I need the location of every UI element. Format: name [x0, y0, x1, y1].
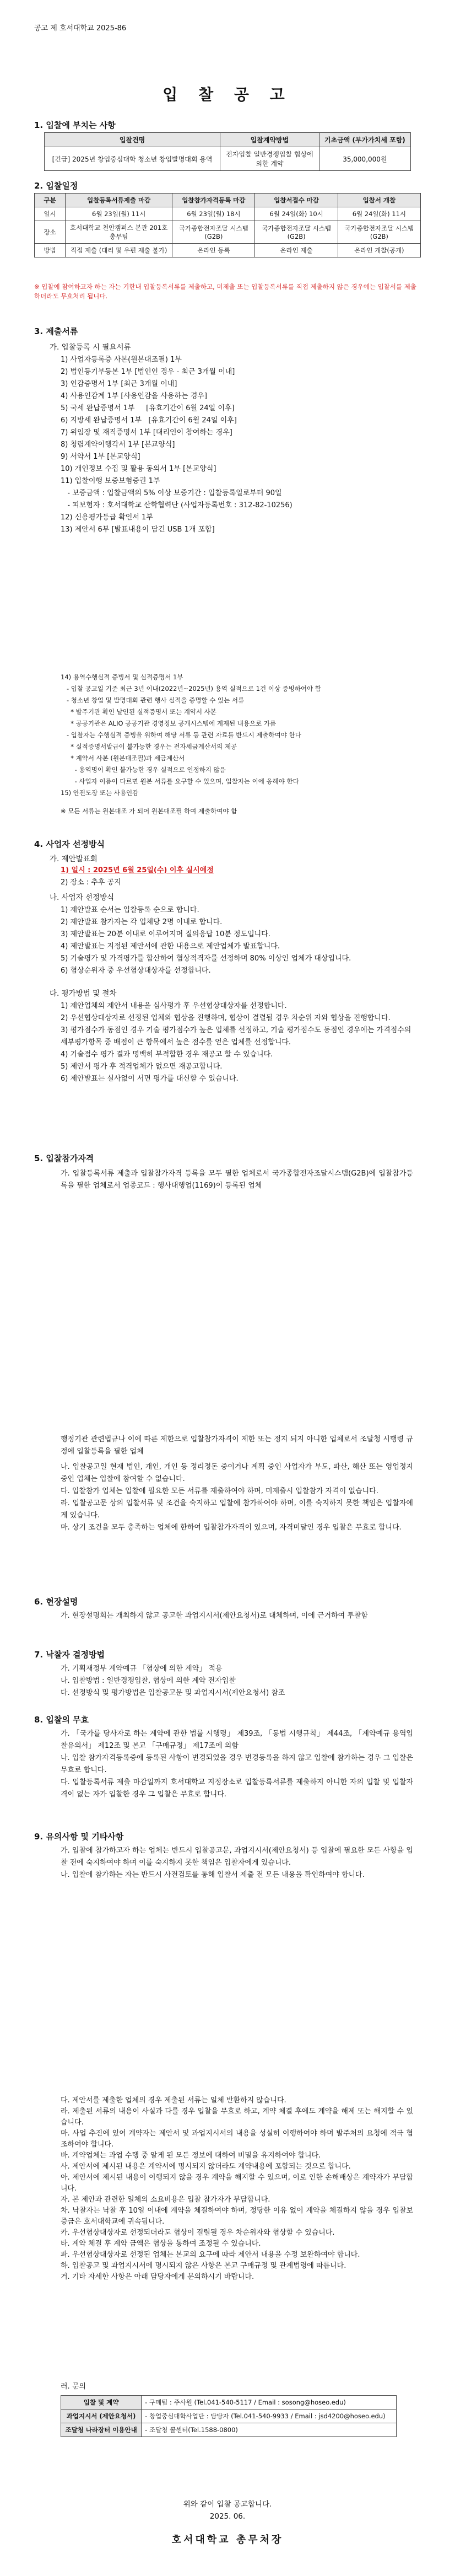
s2-r2-c1: 직접 제출 (대리 및 우편 제출 불가) — [66, 244, 172, 257]
s3-item: - 청소년 창업 및 발명대회 관련 행사 실적을 증명할 수 있는 서류 — [61, 696, 245, 704]
s5-list — [61, 1461, 416, 1534]
s9-item: 나. 입찰에 참가하는 자는 반드시 사전검토를 통해 입찰서 제출 전 모든 내용을 확인하여야 합니다. — [61, 1871, 365, 1879]
s3-item: 2) 법인등기부등본 1부 [법인인 경우 - 최근 3개월 이내] — [61, 368, 235, 376]
s1-cell-2: 35,000,000원 — [319, 147, 410, 171]
s9-item: 차. 낙찰자는 낙찰 후 10일 이내에 계약을 체결하여야 하며, 정당한 이유 없이 계약을 체결하지 않을 경우 입찰보증금은 호서대학교에 귀속됩니다. — [61, 2207, 413, 2226]
contact-r0-value: - 구매팀 : 주사원 (Tel.041-540-5117 / Email : sosong@hoseo.edu) — [142, 2396, 397, 2409]
s4-item: 4) 기술점수 평가 결과 명백히 부적합한 경우 재공고 할 수 있습니다. — [61, 1050, 273, 1059]
s2-r0-c3: 6월 24일(화) 10시 — [255, 207, 338, 221]
s9-item: 타. 계약 체결 후 계약 금액은 협상을 통하여 조정될 수 있습니다. — [61, 2240, 261, 2248]
s4-date: 1) 일시 : 2025년 6월 25일(수) 이후 실시예정 — [61, 866, 214, 874]
closing-text: 위와 같이 입찰 공고합니다. — [183, 2500, 272, 2509]
s4-item: 2) 제안발표 참가자는 각 업체당 2명 이내로 합니다. — [61, 918, 223, 926]
s2-r1-c3: 국가종합전자조달 시스템(G2B) — [255, 221, 338, 244]
s5-item: 라. 입찰공고문 상의 입찰서류 및 조건을 숙지하고 입찰에 참가하여야 하며, 이를 숙지하지 못한 책임은 입찰자에게 있습니다. — [61, 1499, 413, 1520]
s8-item: 다. 입찰등록서류 제출 마감일까지 호서대학교 지정장소로 입찰등록서류를 제출하지 아니한 자의 입찰 및 입찰자격이 없는 자가 입찰한 경우 그 입찰은 무효로 합니다. — [61, 1778, 413, 1799]
s3-item: 1) 사업자등록증 사본(원본대조필) 1부 — [61, 356, 182, 364]
s4-list-b — [61, 904, 413, 977]
s2-col-1: 입찰등록서류제출 마감 — [66, 194, 172, 207]
s9-item: 사. 제안서에 제시된 내용은 계약서에 명시되지 않더라도 계약내용에 포함되는 것으로 합니다. — [61, 2162, 351, 2171]
s3-sub-a: 가. 입찰등록 시 필요서류 — [50, 343, 131, 352]
s2-r2-c2: 온라인 등록 — [172, 244, 255, 257]
s4-item: 1) 제안발표 순서는 입찰등록 순으로 합니다. — [61, 906, 199, 914]
s3-item: - 용역명이 확인 불가능한 경우 실적으로 인정하지 않음 — [61, 766, 226, 774]
section-4-heading: 4. 사업자 선정방식 — [34, 839, 105, 849]
contact-r0-label: 입찰 및 계약 — [61, 2396, 142, 2409]
s4-item: 4) 제안발표는 지정된 제안서에 관한 내용으로 제안업체가 발표합니다. — [61, 942, 280, 951]
s3-item: - 사업자 이름이 다르면 원본 서류를 요구할 수 있으며, 입찰자는 이에 응해야 한다 — [61, 777, 299, 785]
s2-note: ※ 입찰에 참여하고자 하는 자는 기한내 입찰등록서류를 제출하고, 미제출 또는 입찰등록서류를 직접 제출하지 않은 경우에는 입찰서를 제출하더라도 무효처리 됩니다. — [34, 283, 416, 300]
section-1-heading: 1. 입찰에 부치는 사항 — [34, 120, 116, 130]
s4-item: 1) 제안업체의 제안서 내용을 심사평가 후 우선협상대상자를 선정합니다. — [61, 1002, 287, 1010]
s3-item: 15) 안전도장 또는 사용인감 — [61, 789, 139, 797]
s3-item: 4) 사용인감계 1부 [사용인감을 사용하는 경우] — [61, 392, 207, 400]
s2-r2-c0: 방법 — [35, 244, 66, 257]
s4-sub-c: 다. 평가방법 및 절차 — [50, 989, 117, 998]
s5-text2: 행정기관 관련법규나 이에 따른 제한으로 입찰참가자격이 제한 또는 정지 되지 아니한 업체로서 조달청 시행령 규정에 입찰등록을 필한 업체 — [61, 1435, 413, 1456]
s4-sub-b: 나. 사업자 선정방식 — [50, 893, 115, 902]
section-3-heading: 3. 제출서류 — [34, 326, 78, 336]
s3-item: - 입찰 공고일 기준 최근 3년 이내(2022년~2025년) 용역 실적으로 1건 이상 증빙하여야 함 — [61, 685, 321, 693]
s7-item: 다. 선정방식 및 평가방법은 입찰공고문 및 과업지시서(제안요청서) 참조 — [61, 1689, 285, 1697]
s2-r1-c2: 국가종합전자조달 시스템(G2B) — [172, 221, 255, 244]
s9-item: 가. 입찰에 참가하고자 하는 업체는 반드시 입찰공고문, 과업지시서(제안요청서) 등 입찰에 필요한 모든 사항을 입찰 전에 숙지하여야 하며 이를 숙지하지 못한 책임은 입찰자에게 있습니다. — [61, 1847, 413, 1867]
contact-r1-label: 과업지시서 (제안요청서) — [61, 2409, 142, 2423]
contact-table — [61, 2395, 397, 2437]
s9-list2 — [61, 2095, 413, 2283]
s5-item: 마. 상기 조건을 모두 충족하는 업체에 한하여 입찰참가자격이 있으며, 자격미달인 경우 입찰은 무효로 합니다. — [61, 1523, 402, 1532]
section-2-heading: 2. 입찰일정 — [34, 181, 78, 191]
s4-item: 6) 협상순위자 중 우선협상대상자를 선정합니다. — [61, 967, 211, 975]
s2-r1-c0: 장소 — [35, 221, 66, 244]
s9-item: 다. 제안서를 제출한 업체의 경우 제출된 서류는 일체 반환하지 않습니다. — [61, 2096, 286, 2105]
s1-col-1: 입찰계약방법 — [220, 133, 319, 147]
s9-item: 자. 본 제안과 관련한 일체의 소요비용은 입찰 참가자가 부담합니다. — [61, 2196, 270, 2204]
s2-r0-c2: 6월 23일(월) 18시 — [172, 207, 255, 221]
s3-item: 11) 입찰이행 보증보험증권 1부 — [61, 477, 160, 485]
s3-item: 7) 위임장 및 재직증명서 1부 [대리인이 참여하는 경우] — [61, 428, 232, 437]
s3-item: 3) 인감증명서 1부 [최근 3개월 이내] — [61, 380, 177, 388]
s8-list — [61, 1728, 416, 1801]
s9-item: 카. 우선협상대상자로 선정되더라도 협상이 결렬될 경우 차순위자와 협상할 수 있습니다. — [61, 2229, 335, 2237]
s9-item: 마. 사업 추진에 있어 계약자는 제안서 및 과업지시서의 내용을 성실히 이행하여야 하며 발주처의 요청에 적극 협조하여야 합니다. — [61, 2129, 413, 2149]
s8-item: 가. 「국가를 당사자로 하는 계약에 관한 법률 시행령」 제39조, 「동법 시행규칙」 제44조, 「계약예규 용역입찰유의서」 제12조 및 본교 「구매규정」 제17조에 의함 — [61, 1730, 413, 1750]
contact-r1-value: - 창업중심대학사업단 : 담당자 (Tel.041-540-9933 / Email : jsd4200@hoseo.edu) — [142, 2409, 397, 2423]
s9-item: 파. 우선협상대상자로 선정된 업체는 본교의 요구에 따라 제안서 내용을 수정 보완하여야 합니다. — [61, 2251, 360, 2259]
s3-item: - 보증금액 : 입찰금액의 5% 이상 보증기간 : 입찰등록일로부터 90일 — [61, 489, 282, 497]
s4-list-c — [61, 1000, 419, 1085]
s3-list-a — [61, 354, 413, 536]
s3-item: 12) 신용평가등급 확인서 1부 — [61, 513, 153, 522]
section-5-heading: 5. 입찰참가자격 — [34, 1153, 94, 1163]
s7-item: 가. 기획재정부 계약예규 「협상에 의한 계약」 적용 — [61, 1665, 223, 1673]
s3-item: * 실적증명서발급이 불가능한 경우는 전자세금계산서의 제공 — [61, 743, 237, 750]
contact-r2-label: 조달청 나라장터 이용안내 — [61, 2423, 142, 2437]
s7-list — [61, 1663, 413, 1699]
section-9-heading: 9. 유의사항 및 기타사항 — [34, 1832, 124, 1842]
s4-item: 2) 우선협상대상자로 선정된 업체와 협상을 진행하며, 협상이 결렬될 경우 차순위 자와 협상을 진행합니다. — [61, 1014, 391, 1022]
s5-item: 나. 입찰공고일 현재 법인, 개인, 개인 등 정리정돈 중이거나 계획 중인 사업자가 부도, 파산, 해산 또는 영업정지 중인 업체는 입찰에 참여할 수 없습니다. — [61, 1463, 416, 1483]
s3-item: * 발주기관 확인 날인된 실적증명서 또는 계약서 사본 — [61, 708, 216, 716]
s3-item: - 피보험자 : 호서대학교 산학협력단 (사업자등록번호 : 312-82-10256) — [61, 501, 292, 509]
s4-place: 2) 장소 : 추후 공지 — [61, 878, 121, 887]
section-8-heading: 8. 입찰의 무효 — [34, 1715, 89, 1725]
s2-table — [34, 193, 421, 257]
s4-item: 3) 제안발표는 20분 이내로 이루어지며 질의응답 10분 정도입니다. — [61, 930, 270, 938]
s2-r2-c4: 온라인 개찰(공개) — [338, 244, 420, 257]
s9-contact-heading: 러. 문의 — [61, 2382, 86, 2391]
s9-item: 하. 입찰공고 및 과업지시서에 명시되지 않은 사항은 본교 구매규정 및 관계법령에 따릅니다. — [61, 2262, 346, 2270]
s3-item: * 공공기관은 ALIO 공공기관 경영정보 공개시스템에 게재된 내용으로 가름 — [61, 720, 277, 727]
s6-text: 가. 현장설명회는 개최하지 않고 공고한 과업지시서(제안요청서)로 대체하며, 이에 근거하여 투찰함 — [61, 1612, 368, 1620]
s3-item: 13) 제안서 6부 [발표내용이 담긴 USB 1개 포함] — [61, 525, 215, 534]
s4-item: 6) 제안발표는 실사없이 서면 평가를 대신할 수 있습니다. — [61, 1075, 239, 1083]
s9-item: 라. 제출된 서류의 내용이 사실과 다를 경우 입찰을 무효로 하고, 계약 체결 후에도 계약을 해제 또는 해지할 수 있습니다. — [61, 2107, 413, 2127]
s9-item: 거. 기타 자세한 사항은 아래 담당자에게 문의하시기 바랍니다. — [61, 2273, 254, 2281]
s1-cell-0: [긴급] 2025년 창업중심대학 청소년 창업발명대회 용역 — [45, 147, 220, 171]
s2-col-3: 입찰서접수 마감 — [255, 194, 338, 207]
s1-table — [44, 132, 411, 171]
contact-r2-value: - 조달청 콜센터(Tel.1588-0800) — [142, 2423, 397, 2437]
s1-cell-1: 전자입찰 일반경쟁입찰 협상에 의한 계약 — [220, 147, 319, 171]
s4-item: 5) 기술평가 및 가격평가를 합산하여 협상적격자를 선정하며 80% 이상인 업체가 대상입니다. — [61, 954, 351, 963]
s9-item: 아. 제안서에 제시된 내용이 이행되지 않을 경우 계약을 해지할 수 있으며, 이로 인한 손해배상은 계약자가 부담합니다. — [61, 2174, 413, 2193]
s2-r1-c1: 호서대학교 천안캠퍼스 본관 201호 총무팀 — [66, 221, 172, 244]
s4-sub-a: 가. 제안발표회 — [50, 855, 98, 863]
s3-item: 9) 서약서 1부 [본교양식] — [61, 453, 140, 461]
s2-r0-c1: 6월 23일(월) 11시 — [66, 207, 172, 221]
s2-col-0: 구분 — [35, 194, 66, 207]
s7-item: 나. 입찰방법 : 일반경쟁입찰, 협상에 의한 계약 전자입찰 — [61, 1677, 236, 1685]
s8-item: 나. 입찰 참가자격등록증에 등록된 사항이 변경되었을 경우 변경등록을 하지 않고 입찰에 참가하는 경우 그 입찰은 무효로 합니다. — [61, 1754, 416, 1774]
s3-list-b — [61, 672, 424, 799]
page-title: 입 찰 공 고 — [162, 85, 292, 104]
s3-item: 10) 개인정보 수집 및 활용 동의서 1부 [본교양식] — [61, 465, 216, 473]
s3-item: 14) 용역수행실적 증빙서 및 실적증명서 1부 — [61, 673, 183, 681]
s3-note-b: ※ 모든 서류는 원본대조 가 되어 원본대조필 하여 제출하여야 함 — [61, 807, 237, 815]
s1-col-2: 기초금액 (부가가치세 포함) — [319, 133, 410, 147]
section-7-heading: 7. 낙찰자 결정방법 — [34, 1650, 105, 1660]
s3-item: * 계약서 사본 (원본대조필)과 세금계산서 — [61, 754, 185, 762]
notice-number: 공고 제 호서대학교 2025-86 — [34, 24, 127, 33]
s3-item: 5) 국세 완납증명서 1부 [유효기간이 6월 24일 이후] — [61, 404, 235, 412]
s2-r0-c0: 일시 — [35, 207, 66, 221]
s4-item: 5) 제안서 평가 후 적격업체가 없으면 재공고합니다. — [61, 1062, 223, 1071]
s3-item: 8) 청렴계약이행각서 1부 [본교양식] — [61, 441, 175, 449]
s5-item: 다. 입찰참가 업체는 입찰에 필요한 모든 서류를 제출하여야 하며, 미제출시 입찰참가 자격이 없습니다. — [61, 1487, 378, 1495]
s5-text: 가. 입찰등록서류 제출과 입찰참가자격 등록을 모두 필한 업체로서 국가종합전자조달시스템(G2B)에 입찰참가등록을 필한 업체로서 업종코드 : 행사대행업(1169)이 등록된 업체 — [61, 1169, 413, 1190]
s9-list — [61, 1845, 413, 1881]
s3-item: 6) 지방세 완납증명서 1부 [유효기간이 6월 24일 이후] — [61, 416, 237, 425]
s2-col-2: 입찰참가자격등록 마감 — [172, 194, 255, 207]
s4-item: 3) 평가점수가 동점인 경우 기술 평가점수가 높은 업체를 선정하고, 기술 평가점수도 동점인 경우에는 가격점수의 세부평가항목 중 배점이 큰 항목에서 높은 점수를 얻은 업체를 선정합니다. — [61, 1026, 414, 1046]
s2-r0-c4: 6월 24일(화) 11시 — [338, 207, 420, 221]
s2-r2-c3: 온라인 제출 — [255, 244, 338, 257]
section-6-heading: 6. 현장설명 — [34, 1597, 78, 1607]
s9-item: 바. 계약업체는 과업 수행 중 알게 된 모든 정보에 대하여 비밀을 유지하여야 합니다. — [61, 2151, 321, 2160]
issuing-org: 호서대학교 총무처장 — [171, 2534, 284, 2546]
s3-item: - 입찰자는 수행실적 증빙을 위하여 해당 서류 등 관련 자료를 반드시 제출하여야 한다 — [61, 731, 301, 739]
s2-col-4: 입찰서 개찰 — [338, 194, 420, 207]
s2-r1-c4: 국가종합전자조달 시스템(G2B) — [338, 221, 420, 244]
notice-date: 2025. 06. — [209, 2512, 246, 2521]
s1-col-0: 입찰건명 — [45, 133, 220, 147]
